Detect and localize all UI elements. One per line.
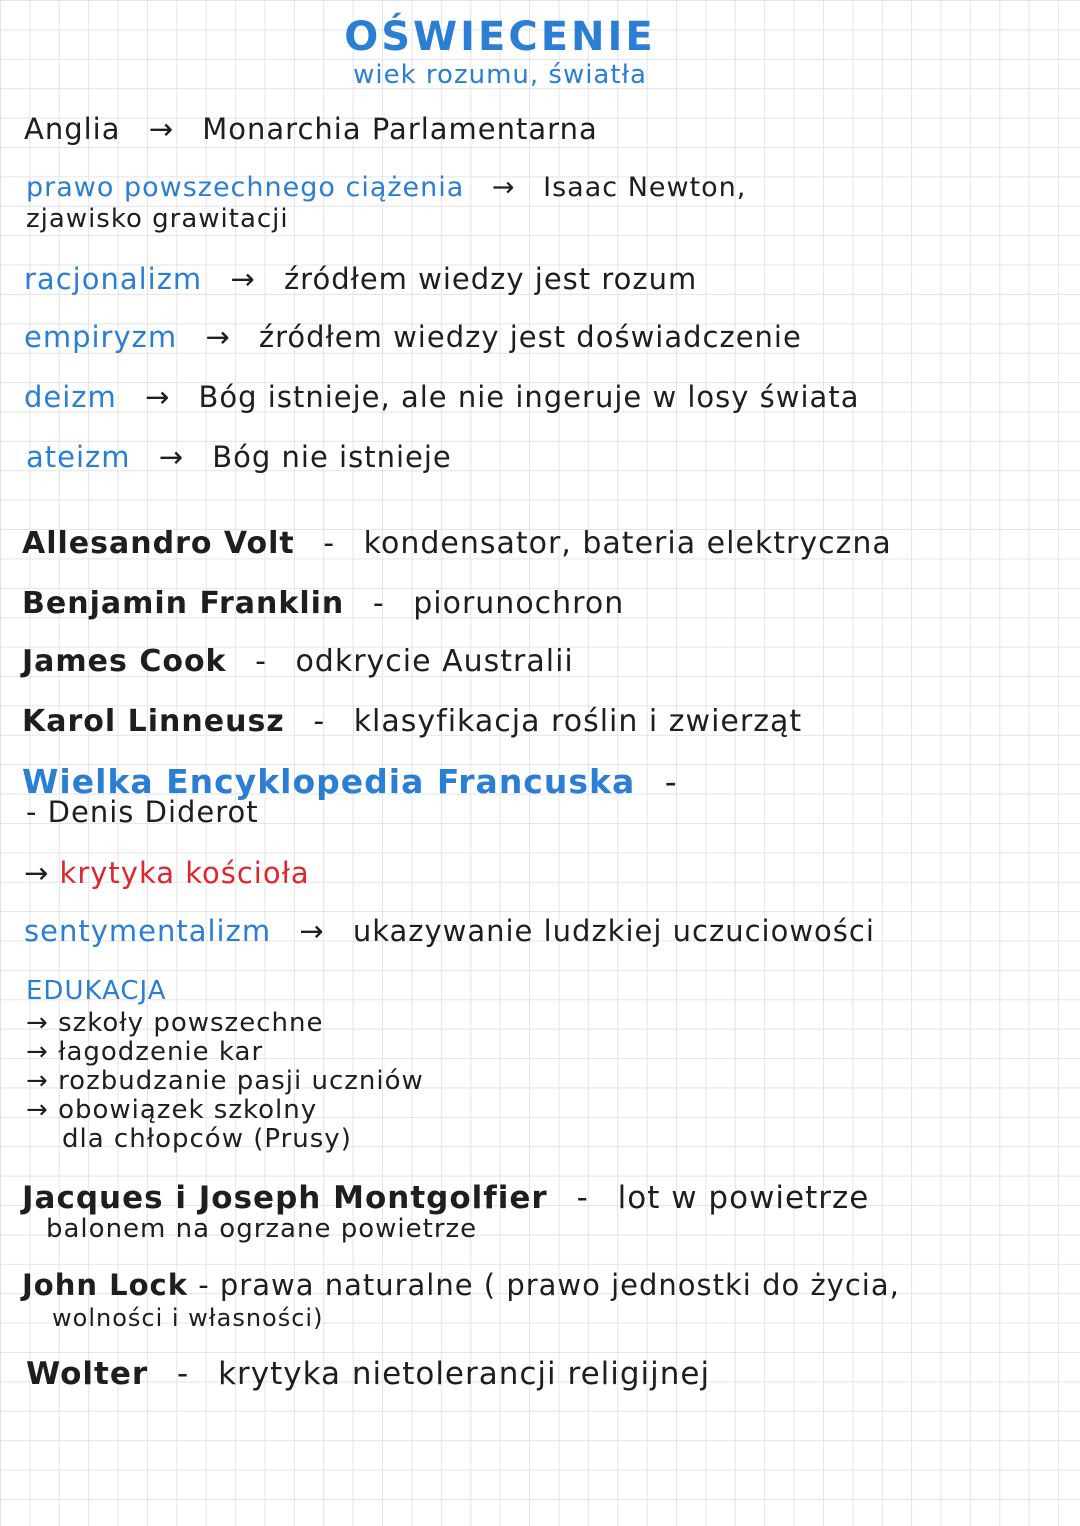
term: Karol Linneusz [22,704,285,739]
term: deizm [24,380,117,414]
note-lock [22,1268,900,1302]
term: racjonalizm [24,262,203,296]
note-krytyka [24,856,310,890]
note-lock-cont: wolności i własności) [52,1304,324,1332]
edukacja-item: → łagodzenie kar [26,1037,264,1067]
dash: - [313,704,326,739]
edukacja-heading: EDUKACJA [26,976,167,1006]
definition: ukazywanie ludzkiej uczuciowości [352,914,875,948]
definition: prawa naturalne ( prawo jednostki do życia, [219,1268,900,1302]
edukacja-item: → rozbudzanie pasji uczniów [26,1066,424,1096]
definition: Isaac Newton, [543,172,747,203]
term: ateizm [26,440,131,474]
note-ateizm [26,440,452,474]
note-cook [22,644,574,679]
definition: źródłem wiedzy jest rozum [283,262,698,296]
definition: odkrycie Australii [295,644,574,679]
dash: - [576,1180,589,1216]
definition: piorunochron [413,586,625,621]
arrow: → [26,1066,49,1096]
term: Wielka Encyklopedia Francuska [22,762,636,801]
term: Wolter [26,1356,149,1392]
definition: Monarchia Parlamentarna [202,112,598,146]
note-montgolfier [22,1180,869,1216]
note-encyklopedia-cont: - Denis Diderot [26,795,259,829]
arrow: → [491,172,516,203]
definition: lot w powietrze [617,1180,870,1216]
term: Allesandro Volt [22,526,295,561]
term: James Cook [22,644,227,679]
term: Anglia [24,112,121,146]
arrow: → [26,1095,49,1125]
note-volt [22,526,892,561]
edukacja-item: → obowiązek szkolny [26,1095,318,1125]
definition: klasyfikacja roślin i zwierząt [353,704,803,739]
note-empiryzm [24,320,802,354]
arrow: → [158,440,185,474]
arrow: → [145,380,171,414]
arrow: → [230,262,256,296]
note-montgolfier-cont: balonem na ogrzane powietrze [46,1214,478,1244]
arrow: → [24,856,50,890]
note-sentymentalizm [24,914,875,948]
dash: - [177,1356,190,1392]
dash: - [372,586,385,621]
term: John Lock [22,1268,188,1302]
page-title: OŚWIECENIE [344,14,656,60]
note-wolter [26,1356,710,1392]
arrow: → [26,1008,49,1038]
definition: kondensator, bateria elektryczna [363,526,892,561]
term: prawo powszechnego ciążenia [26,172,465,203]
note-anglia [24,112,598,146]
arrow: → [205,320,231,354]
edukacja-cont: dla chłopców (Prusy) [62,1124,352,1154]
dash: - [255,644,267,679]
note-linneusz [22,704,802,739]
definition: Bóg nie istnieje [212,440,452,474]
dash: - [664,762,678,801]
note-newton [26,172,746,203]
arrow: → [148,112,175,146]
page-subtitle: wiek rozumu, światła [353,60,647,90]
definition: Bóg istnieje, ale nie ingeruje w losy świata [198,380,860,414]
term: Benjamin Franklin [22,586,345,621]
note-newton-cont: zjawisko grawitacji [26,204,289,234]
definition: źródłem wiedzy jest doświadczenie [258,320,802,354]
term: krytyka kościoła [59,856,310,890]
term: Jacques i Joseph Montgolfier [22,1180,548,1216]
note-racjonalizm [24,262,697,296]
term: sentymentalizm [24,914,272,948]
dash: - [323,526,336,561]
note-deizm [24,380,859,414]
arrow: → [26,1037,49,1067]
edukacja-item: → szkoły powszechne [26,1008,324,1038]
note-franklin [22,586,624,621]
term: empiryzm [24,320,178,354]
dash: - [198,1268,210,1302]
definition: krytyka nietolerancji religijnej [218,1356,711,1392]
arrow: → [299,914,325,948]
